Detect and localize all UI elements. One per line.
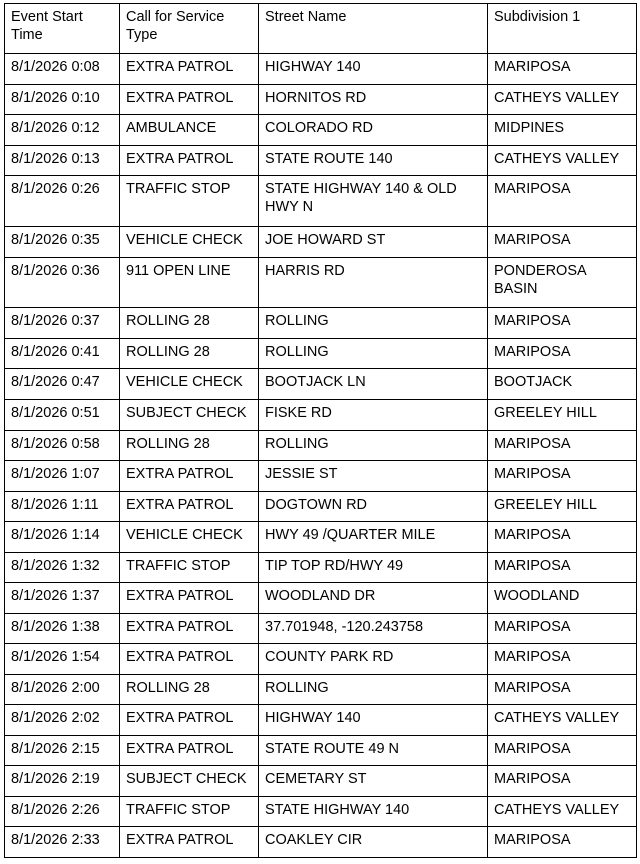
cell-subdivision: MARIPOSA	[488, 430, 637, 461]
cell-call-type: EXTRA PATROL	[120, 583, 259, 614]
cell-subdivision: CATHEYS VALLEY	[488, 796, 637, 827]
cell-street-name: DOGTOWN RD	[259, 491, 488, 522]
cell-subdivision: MARIPOSA	[488, 54, 637, 85]
cell-call-type: SUBJECT CHECK	[120, 400, 259, 431]
cell-subdivision: MIDPINES	[488, 115, 637, 146]
table-row	[5, 308, 637, 339]
cell-call-type: EXTRA PATROL	[120, 827, 259, 858]
cell-subdivision: MARIPOSA	[488, 674, 637, 705]
cell-event-start-time: 8/1/2026 0:36	[5, 257, 120, 308]
table-row	[5, 491, 637, 522]
cell-event-start-time: 8/1/2026 0:35	[5, 227, 120, 258]
cell-call-type: ROLLING 28	[120, 674, 259, 705]
cell-street-name: COAKLEY CIR	[259, 827, 488, 858]
cell-street-name: COUNTY PARK RD	[259, 644, 488, 675]
cell-call-type: EXTRA PATROL	[120, 644, 259, 675]
cell-subdivision: WOODLAND	[488, 583, 637, 614]
cell-street-name: BOOTJACK LN	[259, 369, 488, 400]
cell-subdivision: MARIPOSA	[488, 176, 637, 227]
table-body	[5, 54, 637, 858]
cell-event-start-time: 8/1/2026 1:37	[5, 583, 120, 614]
cell-subdivision: CATHEYS VALLEY	[488, 145, 637, 176]
table-row	[5, 176, 637, 227]
cell-street-name: HIGHWAY 140	[259, 54, 488, 85]
cell-street-name: WOODLAND DR	[259, 583, 488, 614]
cell-subdivision: GREELEY HILL	[488, 400, 637, 431]
cell-subdivision: MARIPOSA	[488, 735, 637, 766]
cell-event-start-time: 8/1/2026 0:10	[5, 84, 120, 115]
cell-call-type: 911 OPEN LINE	[120, 257, 259, 308]
cell-call-type: EXTRA PATROL	[120, 461, 259, 492]
cell-subdivision: MARIPOSA	[488, 766, 637, 797]
cell-event-start-time: 8/1/2026 0:37	[5, 308, 120, 339]
cell-street-name: STATE HIGHWAY 140 & OLD HWY N	[259, 176, 488, 227]
table-row	[5, 115, 637, 146]
cell-event-start-time: 8/1/2026 0:47	[5, 369, 120, 400]
cell-event-start-time: 8/1/2026 0:13	[5, 145, 120, 176]
cell-event-start-time: 8/1/2026 0:26	[5, 176, 120, 227]
cell-call-type: EXTRA PATROL	[120, 145, 259, 176]
cell-event-start-time: 8/1/2026 2:19	[5, 766, 120, 797]
table-row	[5, 338, 637, 369]
table-row	[5, 613, 637, 644]
table-row	[5, 227, 637, 258]
header-event-start-time: Event Start Time	[5, 4, 120, 54]
cell-street-name: HIGHWAY 140	[259, 705, 488, 736]
table-row	[5, 84, 637, 115]
table-row	[5, 145, 637, 176]
table-row	[5, 400, 637, 431]
cell-event-start-time: 8/1/2026 0:58	[5, 430, 120, 461]
cell-street-name: JOE HOWARD ST	[259, 227, 488, 258]
cell-event-start-time: 8/1/2026 2:26	[5, 796, 120, 827]
cell-street-name: ROLLING	[259, 308, 488, 339]
cell-call-type: EXTRA PATROL	[120, 491, 259, 522]
table-row	[5, 705, 637, 736]
cell-street-name: COLORADO RD	[259, 115, 488, 146]
cell-subdivision: MARIPOSA	[488, 308, 637, 339]
cell-subdivision: MARIPOSA	[488, 644, 637, 675]
cell-street-name: 37.701948, -120.243758	[259, 613, 488, 644]
header-call-type: Call for Service Type	[120, 4, 259, 54]
header-subdivision: Subdivision 1	[488, 4, 637, 54]
cell-event-start-time: 8/1/2026 1:14	[5, 522, 120, 553]
cell-street-name: CEMETARY ST	[259, 766, 488, 797]
cell-call-type: VEHICLE CHECK	[120, 369, 259, 400]
cell-subdivision: MARIPOSA	[488, 338, 637, 369]
cell-call-type: VEHICLE CHECK	[120, 227, 259, 258]
table-row	[5, 552, 637, 583]
cell-subdivision: MARIPOSA	[488, 461, 637, 492]
table-row	[5, 522, 637, 553]
table-row	[5, 257, 637, 308]
cell-subdivision: MARIPOSA	[488, 227, 637, 258]
cell-street-name: ROLLING	[259, 430, 488, 461]
cell-street-name: ROLLING	[259, 338, 488, 369]
table-row	[5, 674, 637, 705]
cell-call-type: AMBULANCE	[120, 115, 259, 146]
cell-event-start-time: 8/1/2026 1:32	[5, 552, 120, 583]
cell-street-name: STATE ROUTE 140	[259, 145, 488, 176]
cell-call-type: EXTRA PATROL	[120, 84, 259, 115]
cell-event-start-time: 8/1/2026 1:54	[5, 644, 120, 675]
cell-subdivision: MARIPOSA	[488, 522, 637, 553]
cell-call-type: TRAFFIC STOP	[120, 176, 259, 227]
cell-subdivision: CATHEYS VALLEY	[488, 705, 637, 736]
cell-subdivision: BOOTJACK	[488, 369, 637, 400]
table-row	[5, 735, 637, 766]
cell-event-start-time: 8/1/2026 2:00	[5, 674, 120, 705]
table-row	[5, 796, 637, 827]
cell-street-name: STATE ROUTE 49 N	[259, 735, 488, 766]
header-row	[5, 4, 637, 54]
cell-event-start-time: 8/1/2026 1:11	[5, 491, 120, 522]
table-row	[5, 644, 637, 675]
cell-street-name: JESSIE ST	[259, 461, 488, 492]
cell-event-start-time: 8/1/2026 0:08	[5, 54, 120, 85]
cell-call-type: SUBJECT CHECK	[120, 766, 259, 797]
table-row	[5, 827, 637, 858]
cell-call-type: ROLLING 28	[120, 338, 259, 369]
cell-event-start-time: 8/1/2026 2:33	[5, 827, 120, 858]
cell-call-type: TRAFFIC STOP	[120, 552, 259, 583]
cell-call-type: VEHICLE CHECK	[120, 522, 259, 553]
table-row	[5, 766, 637, 797]
cell-subdivision: CATHEYS VALLEY	[488, 84, 637, 115]
cell-call-type: EXTRA PATROL	[120, 735, 259, 766]
cell-subdivision: GREELEY HILL	[488, 491, 637, 522]
cell-street-name: HWY 49 /QUARTER MILE	[259, 522, 488, 553]
cell-call-type: TRAFFIC STOP	[120, 796, 259, 827]
cell-subdivision: MARIPOSA	[488, 827, 637, 858]
table-row	[5, 369, 637, 400]
cell-event-start-time: 8/1/2026 1:07	[5, 461, 120, 492]
cell-event-start-time: 8/1/2026 2:15	[5, 735, 120, 766]
header-street-name: Street Name	[259, 4, 488, 54]
cell-call-type: ROLLING 28	[120, 430, 259, 461]
cell-event-start-time: 8/1/2026 0:51	[5, 400, 120, 431]
table-row	[5, 430, 637, 461]
calls-for-service-table	[4, 3, 637, 858]
cell-event-start-time: 8/1/2026 0:41	[5, 338, 120, 369]
table-row	[5, 583, 637, 614]
table-row	[5, 461, 637, 492]
cell-street-name: HORNITOS RD	[259, 84, 488, 115]
cell-event-start-time: 8/1/2026 0:12	[5, 115, 120, 146]
cell-street-name: FISKE RD	[259, 400, 488, 431]
cell-event-start-time: 8/1/2026 2:02	[5, 705, 120, 736]
table-row	[5, 54, 637, 85]
cell-event-start-time: 8/1/2026 1:38	[5, 613, 120, 644]
cell-subdivision: PONDEROSA BASIN	[488, 257, 637, 308]
cell-subdivision: MARIPOSA	[488, 552, 637, 583]
cell-street-name: ROLLING	[259, 674, 488, 705]
cell-street-name: TIP TOP RD/HWY 49	[259, 552, 488, 583]
cell-call-type: EXTRA PATROL	[120, 613, 259, 644]
cell-call-type: ROLLING 28	[120, 308, 259, 339]
cell-subdivision: MARIPOSA	[488, 613, 637, 644]
cell-call-type: EXTRA PATROL	[120, 54, 259, 85]
cell-street-name: STATE HIGHWAY 140	[259, 796, 488, 827]
cell-call-type: EXTRA PATROL	[120, 705, 259, 736]
cell-street-name: HARRIS RD	[259, 257, 488, 308]
